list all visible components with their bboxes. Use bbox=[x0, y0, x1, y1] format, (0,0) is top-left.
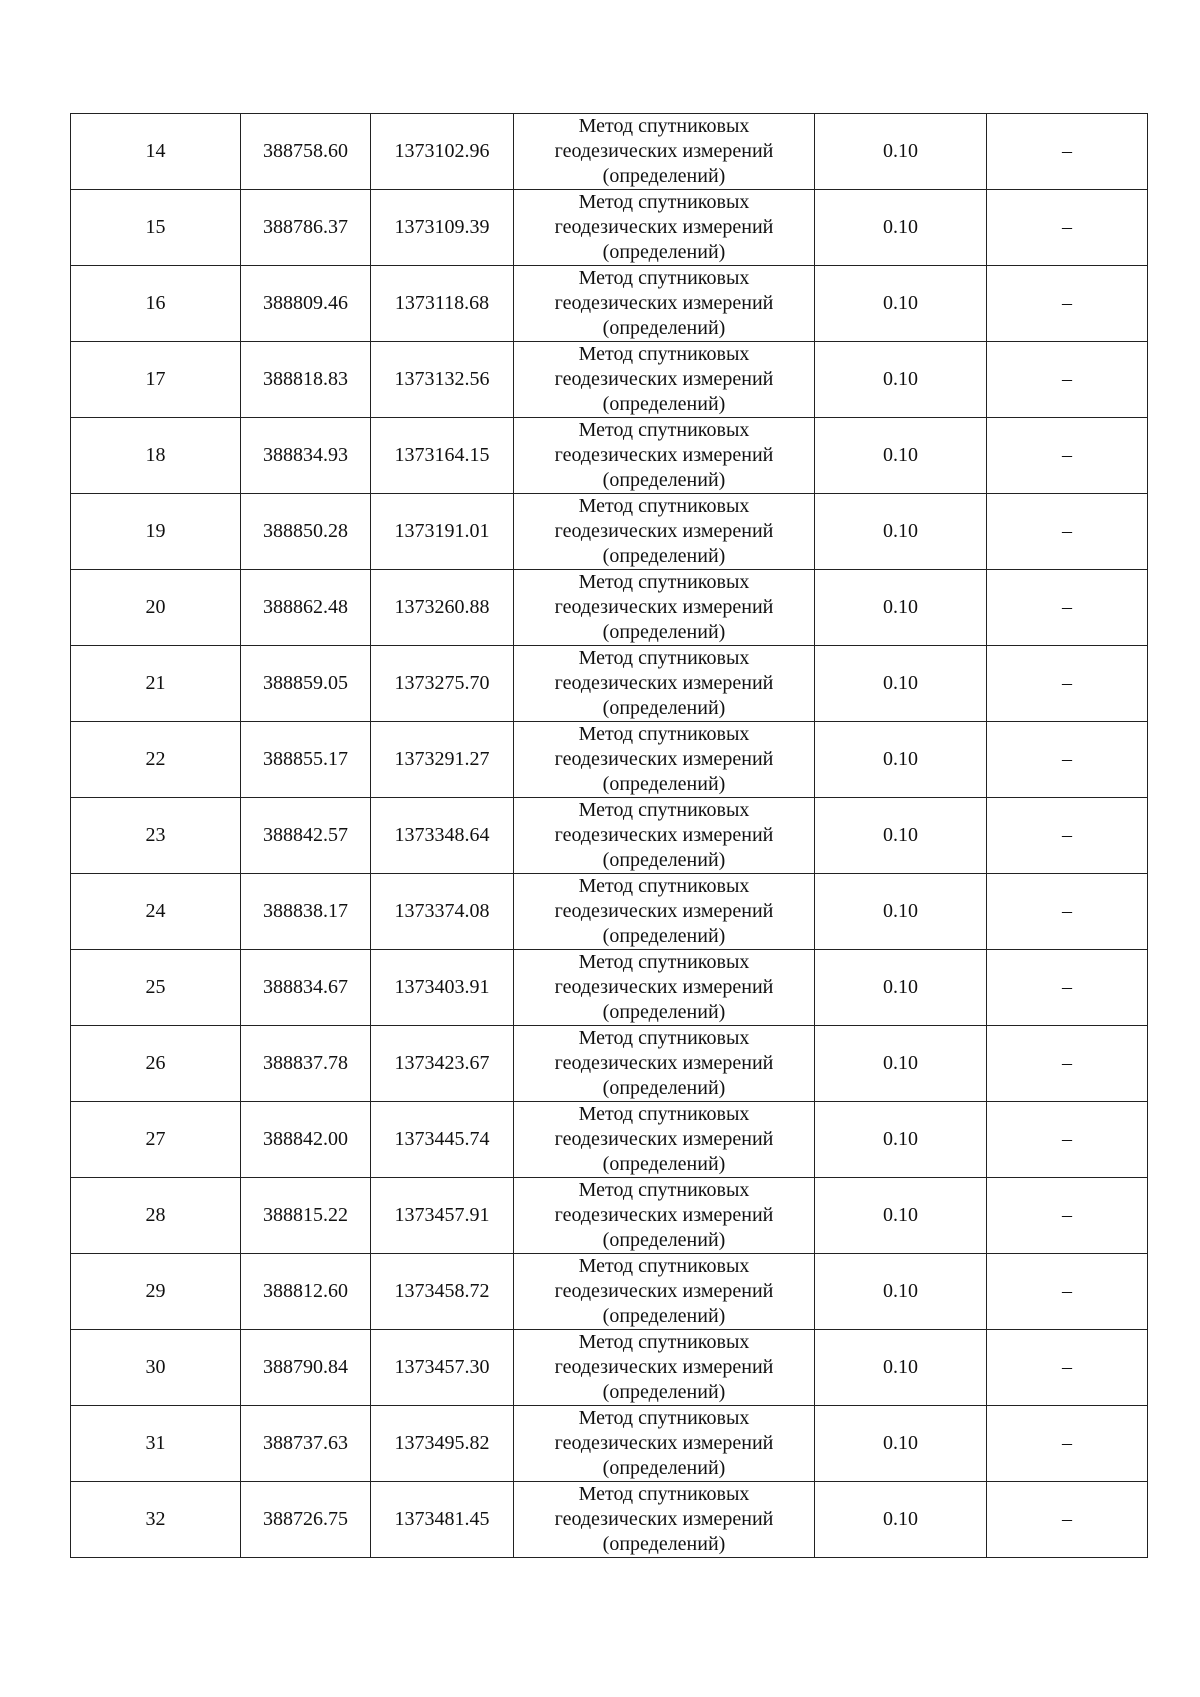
point-number-cell: 19 bbox=[71, 494, 241, 570]
method-cell bbox=[514, 114, 815, 190]
table-row bbox=[71, 190, 1148, 266]
x-coordinate-cell: 388838.17 bbox=[241, 874, 371, 950]
accuracy-cell: 0.10 bbox=[815, 646, 987, 722]
method-cell bbox=[514, 494, 815, 570]
x-coordinate-cell: 388862.48 bbox=[241, 570, 371, 646]
note-cell: – bbox=[987, 798, 1148, 874]
method-cell bbox=[514, 1026, 815, 1102]
y-coordinate-cell: 1373458.72 bbox=[371, 1254, 514, 1330]
method-cell bbox=[514, 722, 815, 798]
point-number-cell: 21 bbox=[71, 646, 241, 722]
x-coordinate-cell: 388809.46 bbox=[241, 266, 371, 342]
table-row bbox=[71, 342, 1148, 418]
coordinates-table bbox=[70, 113, 1148, 1558]
method-text: Метод спутниковых геодезических измерений (определений) bbox=[554, 799, 774, 871]
x-coordinate-cell: 388837.78 bbox=[241, 1026, 371, 1102]
table-row bbox=[71, 1026, 1148, 1102]
table-row bbox=[71, 1178, 1148, 1254]
table-row bbox=[71, 418, 1148, 494]
x-coordinate-cell: 388737.63 bbox=[241, 1406, 371, 1482]
table-row bbox=[71, 1330, 1148, 1406]
table-row bbox=[71, 266, 1148, 342]
point-number-cell: 28 bbox=[71, 1178, 241, 1254]
accuracy-cell: 0.10 bbox=[815, 798, 987, 874]
accuracy-cell: 0.10 bbox=[815, 1254, 987, 1330]
x-coordinate-cell: 388786.37 bbox=[241, 190, 371, 266]
accuracy-cell: 0.10 bbox=[815, 1026, 987, 1102]
point-number-cell: 27 bbox=[71, 1102, 241, 1178]
method-text: Метод спутниковых геодезических измерений (определений) bbox=[554, 1407, 774, 1479]
method-text: Метод спутниковых геодезических измерений (определений) bbox=[554, 1331, 774, 1403]
method-cell bbox=[514, 1330, 815, 1406]
x-coordinate-cell: 388842.57 bbox=[241, 798, 371, 874]
note-cell: – bbox=[987, 1026, 1148, 1102]
y-coordinate-cell: 1373291.27 bbox=[371, 722, 514, 798]
accuracy-cell: 0.10 bbox=[815, 114, 987, 190]
y-coordinate-cell: 1373403.91 bbox=[371, 950, 514, 1026]
method-text: Метод спутниковых геодезических измерений (определений) bbox=[554, 1179, 774, 1251]
table-row bbox=[71, 798, 1148, 874]
table-row bbox=[71, 1254, 1148, 1330]
note-cell: – bbox=[987, 494, 1148, 570]
point-number-cell: 15 bbox=[71, 190, 241, 266]
method-text: Метод спутниковых геодезических измерений (определений) bbox=[554, 875, 774, 947]
method-text: Метод спутниковых геодезических измерений (определений) bbox=[554, 343, 774, 415]
note-cell: – bbox=[987, 722, 1148, 798]
y-coordinate-cell: 1373260.88 bbox=[371, 570, 514, 646]
x-coordinate-cell: 388855.17 bbox=[241, 722, 371, 798]
y-coordinate-cell: 1373348.64 bbox=[371, 798, 514, 874]
method-cell bbox=[514, 342, 815, 418]
x-coordinate-cell: 388850.28 bbox=[241, 494, 371, 570]
method-text: Метод спутниковых геодезических измерений (определений) bbox=[554, 571, 774, 643]
y-coordinate-cell: 1373191.01 bbox=[371, 494, 514, 570]
accuracy-cell: 0.10 bbox=[815, 418, 987, 494]
y-coordinate-cell: 1373374.08 bbox=[371, 874, 514, 950]
y-coordinate-cell: 1373423.67 bbox=[371, 1026, 514, 1102]
method-cell bbox=[514, 1254, 815, 1330]
point-number-cell: 22 bbox=[71, 722, 241, 798]
y-coordinate-cell: 1373495.82 bbox=[371, 1406, 514, 1482]
table-row bbox=[71, 1102, 1148, 1178]
point-number-cell: 23 bbox=[71, 798, 241, 874]
method-text: Метод спутниковых геодезических измерений (определений) bbox=[554, 1255, 774, 1327]
note-cell: – bbox=[987, 646, 1148, 722]
method-cell bbox=[514, 1102, 815, 1178]
method-cell bbox=[514, 646, 815, 722]
method-text: Метод спутниковых геодезических измерений (определений) bbox=[554, 115, 774, 187]
y-coordinate-cell: 1373109.39 bbox=[371, 190, 514, 266]
method-text: Метод спутниковых геодезических измерений (определений) bbox=[554, 1027, 774, 1099]
accuracy-cell: 0.10 bbox=[815, 874, 987, 950]
method-cell bbox=[514, 266, 815, 342]
x-coordinate-cell: 388859.05 bbox=[241, 646, 371, 722]
x-coordinate-cell: 388834.67 bbox=[241, 950, 371, 1026]
method-text: Метод спутниковых геодезических измерений (определений) bbox=[554, 1483, 774, 1555]
point-number-cell: 30 bbox=[71, 1330, 241, 1406]
y-coordinate-cell: 1373445.74 bbox=[371, 1102, 514, 1178]
point-number-cell: 17 bbox=[71, 342, 241, 418]
method-cell bbox=[514, 418, 815, 494]
accuracy-cell: 0.10 bbox=[815, 1102, 987, 1178]
y-coordinate-cell: 1373118.68 bbox=[371, 266, 514, 342]
note-cell: – bbox=[987, 114, 1148, 190]
note-cell: – bbox=[987, 418, 1148, 494]
method-cell bbox=[514, 570, 815, 646]
y-coordinate-cell: 1373164.15 bbox=[371, 418, 514, 494]
y-coordinate-cell: 1373132.56 bbox=[371, 342, 514, 418]
note-cell: – bbox=[987, 570, 1148, 646]
note-cell: – bbox=[987, 1178, 1148, 1254]
method-text: Метод спутниковых геодезических измерений (определений) bbox=[554, 267, 774, 339]
point-number-cell: 26 bbox=[71, 1026, 241, 1102]
method-cell bbox=[514, 1406, 815, 1482]
x-coordinate-cell: 388790.84 bbox=[241, 1330, 371, 1406]
method-text: Метод спутниковых геодезических измерений (определений) bbox=[554, 495, 774, 567]
y-coordinate-cell: 1373457.30 bbox=[371, 1330, 514, 1406]
point-number-cell: 32 bbox=[71, 1482, 241, 1558]
x-coordinate-cell: 388834.93 bbox=[241, 418, 371, 494]
note-cell: – bbox=[987, 266, 1148, 342]
x-coordinate-cell: 388812.60 bbox=[241, 1254, 371, 1330]
table-row bbox=[71, 1482, 1148, 1558]
method-text: Метод спутниковых геодезических измерений (определений) bbox=[554, 1103, 774, 1175]
method-cell bbox=[514, 950, 815, 1026]
accuracy-cell: 0.10 bbox=[815, 1406, 987, 1482]
note-cell: – bbox=[987, 190, 1148, 266]
table-row bbox=[71, 570, 1148, 646]
note-cell: – bbox=[987, 342, 1148, 418]
note-cell: – bbox=[987, 1482, 1148, 1558]
method-text: Метод спутниковых геодезических измерений (определений) bbox=[554, 723, 774, 795]
table-row bbox=[71, 950, 1148, 1026]
table-row bbox=[71, 722, 1148, 798]
point-number-cell: 25 bbox=[71, 950, 241, 1026]
note-cell: – bbox=[987, 1102, 1148, 1178]
table-row bbox=[71, 494, 1148, 570]
table-row bbox=[71, 646, 1148, 722]
accuracy-cell: 0.10 bbox=[815, 1178, 987, 1254]
accuracy-cell: 0.10 bbox=[815, 494, 987, 570]
point-number-cell: 29 bbox=[71, 1254, 241, 1330]
note-cell: – bbox=[987, 874, 1148, 950]
x-coordinate-cell: 388726.75 bbox=[241, 1482, 371, 1558]
x-coordinate-cell: 388818.83 bbox=[241, 342, 371, 418]
point-number-cell: 14 bbox=[71, 114, 241, 190]
method-text: Метод спутниковых геодезических измерений (определений) bbox=[554, 951, 774, 1023]
note-cell: – bbox=[987, 1406, 1148, 1482]
y-coordinate-cell: 1373481.45 bbox=[371, 1482, 514, 1558]
note-cell: – bbox=[987, 1254, 1148, 1330]
method-cell bbox=[514, 1482, 815, 1558]
accuracy-cell: 0.10 bbox=[815, 342, 987, 418]
y-coordinate-cell: 1373457.91 bbox=[371, 1178, 514, 1254]
table-row bbox=[71, 1406, 1148, 1482]
table-row bbox=[71, 874, 1148, 950]
method-cell bbox=[514, 798, 815, 874]
accuracy-cell: 0.10 bbox=[815, 950, 987, 1026]
accuracy-cell: 0.10 bbox=[815, 1482, 987, 1558]
accuracy-cell: 0.10 bbox=[815, 722, 987, 798]
y-coordinate-cell: 1373275.70 bbox=[371, 646, 514, 722]
method-cell bbox=[514, 1178, 815, 1254]
accuracy-cell: 0.10 bbox=[815, 266, 987, 342]
accuracy-cell: 0.10 bbox=[815, 1330, 987, 1406]
point-number-cell: 20 bbox=[71, 570, 241, 646]
method-text: Метод спутниковых геодезических измерений (определений) bbox=[554, 647, 774, 719]
x-coordinate-cell: 388842.00 bbox=[241, 1102, 371, 1178]
note-cell: – bbox=[987, 1330, 1148, 1406]
point-number-cell: 24 bbox=[71, 874, 241, 950]
point-number-cell: 31 bbox=[71, 1406, 241, 1482]
y-coordinate-cell: 1373102.96 bbox=[371, 114, 514, 190]
accuracy-cell: 0.10 bbox=[815, 190, 987, 266]
accuracy-cell: 0.10 bbox=[815, 570, 987, 646]
method-cell bbox=[514, 874, 815, 950]
method-cell bbox=[514, 190, 815, 266]
point-number-cell: 18 bbox=[71, 418, 241, 494]
table-body bbox=[71, 114, 1148, 1558]
x-coordinate-cell: 388815.22 bbox=[241, 1178, 371, 1254]
note-cell: – bbox=[987, 950, 1148, 1026]
table-row bbox=[71, 114, 1148, 190]
point-number-cell: 16 bbox=[71, 266, 241, 342]
method-text: Метод спутниковых геодезических измерений (определений) bbox=[554, 419, 774, 491]
method-text: Метод спутниковых геодезических измерений (определений) bbox=[554, 191, 774, 263]
x-coordinate-cell: 388758.60 bbox=[241, 114, 371, 190]
